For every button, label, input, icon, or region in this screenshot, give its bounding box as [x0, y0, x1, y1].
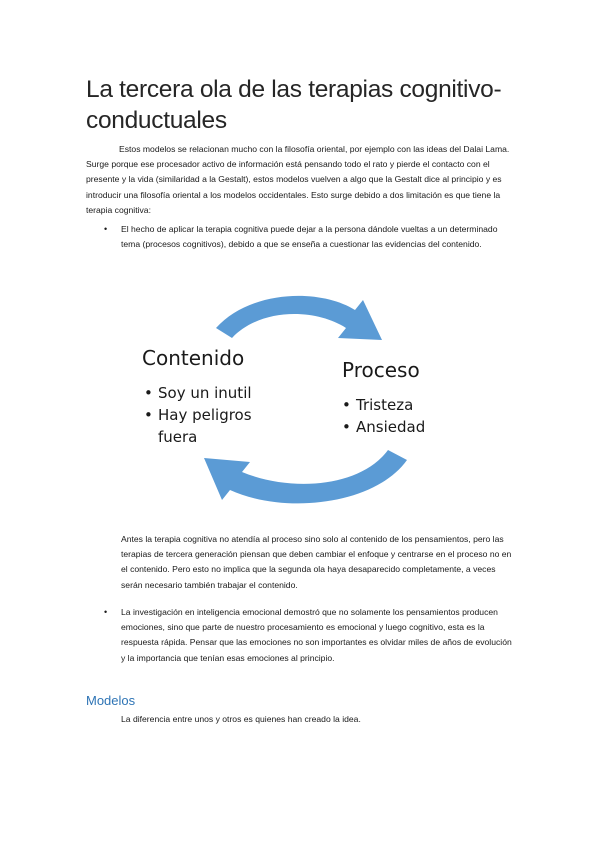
content-item: • Hay peligros fuera	[144, 404, 274, 448]
top-curved-arrow-icon	[216, 296, 382, 340]
bullet-dot-icon: •	[104, 607, 108, 617]
content-list	[144, 382, 274, 448]
bullet-item	[104, 605, 516, 666]
content-item: • Soy un inutil	[144, 382, 274, 404]
bullet-dot-icon: •	[104, 224, 108, 234]
process-item: • Tristeza	[342, 394, 442, 416]
bottom-curved-arrow-icon	[204, 450, 407, 503]
section-heading: Modelos	[86, 693, 136, 708]
content-title: Contenido	[142, 346, 245, 370]
process-title: Proceso	[342, 358, 420, 382]
bullet-item	[104, 222, 516, 252]
process-list	[342, 394, 442, 438]
process-item: • Ansiedad	[342, 416, 442, 438]
bullet-text: La investigación en inteligencia emocional demostró que no solamente los pensamientos producen emociones, sino que parte de nuestro procesamiento es emocional y luego cognitivo, esta es la respuesta rápida. Pensar que las emociones no son importantes es olvidar miles de años de evolución y la importancia que tenían esas emociones al principio.	[121, 607, 512, 663]
intro-paragraph: Estos modelos se relacionan mucho con la filosofía oriental, por ejemplo con las ideas del Dalai Lama. Surge porque ese procesador activo de información está pensando todo el rato y pierde el contacto con el presente y la vida (similaridad a la Gestalt), estos modelos vuelven a algo que la Gestalt dice al principio y es introducir una filosofía oriental a los modelos occidentales. Esto surge debido a dos limitación es que tiene la terapia cognitiva:	[86, 144, 510, 215]
bullet-text: El hecho de aplicar la terapia cognitiva puede dejar a la persona dándole vueltas a un determinado tema (procesos cognitivos), debido a que se enseña a cuestionar las evidencias del contenido.	[121, 224, 498, 250]
page-title: La tercera ola de las terapias cognitivo-conductuales	[86, 76, 502, 134]
process-content-cycle-diagram	[120, 290, 440, 515]
section-paragraph: La diferencia entre unos y otros es quienes han creado la idea.	[121, 714, 361, 724]
after-diagram-paragraph: Antes la terapia cognitiva no atendía al proceso sino solo al contenido de los pensamientos, pero las terapias de tercera generación piensan que deben cambiar el enfoque y centrarse en el proceso no en el contenido. Pero esto no implica que la segunda ola haya desaparecido completamente, a veces serán necesario también trabajar el contenido.	[121, 534, 512, 590]
